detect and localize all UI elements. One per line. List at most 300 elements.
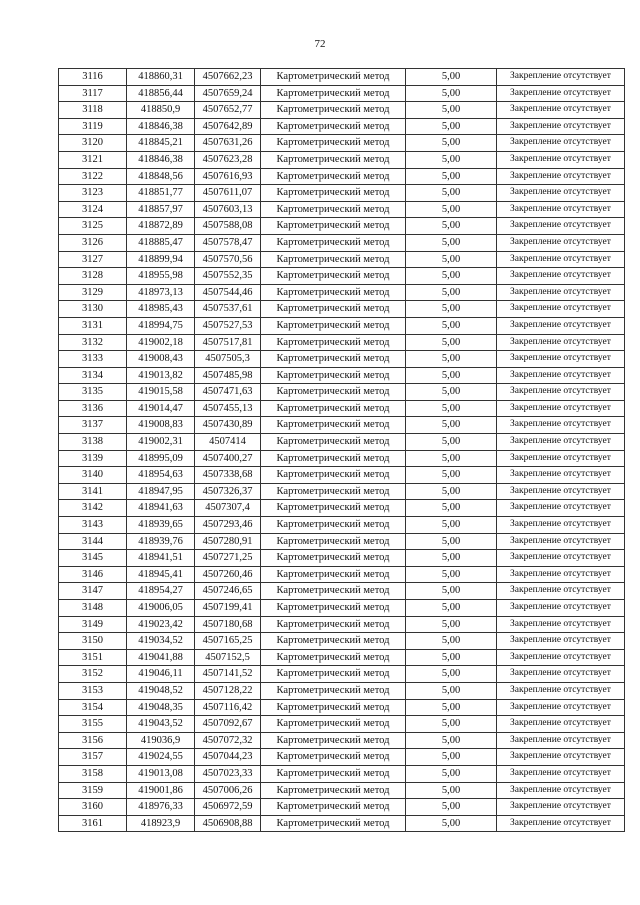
point-number-cell: 3118	[59, 102, 127, 119]
accuracy-cell: 5,00	[406, 716, 497, 733]
accuracy-cell: 5,00	[406, 434, 497, 451]
y-coordinate-cell: 4507603,13	[195, 201, 261, 218]
method-cell: Картометрический метод	[261, 268, 406, 285]
fixation-cell: Закрепление отсутствует	[497, 151, 625, 168]
y-coordinate-cell: 4507544,46	[195, 284, 261, 301]
y-coordinate-cell: 4507623,28	[195, 151, 261, 168]
point-number-cell: 3160	[59, 799, 127, 816]
accuracy-cell: 5,00	[406, 218, 497, 235]
point-number-cell: 3134	[59, 367, 127, 384]
accuracy-cell: 5,00	[406, 417, 497, 434]
accuracy-cell: 5,00	[406, 666, 497, 683]
y-coordinate-cell: 4507537,61	[195, 301, 261, 318]
fixation-cell: Закрепление отсутствует	[497, 185, 625, 202]
method-cell: Картометрический метод	[261, 550, 406, 567]
fixation-cell: Закрепление отсутствует	[497, 85, 625, 102]
method-cell: Картометрический метод	[261, 284, 406, 301]
method-cell: Картометрический метод	[261, 566, 406, 583]
method-cell: Картометрический метод	[261, 85, 406, 102]
x-coordinate-cell: 418872,89	[127, 218, 195, 235]
point-number-cell: 3123	[59, 185, 127, 202]
table-row	[59, 649, 625, 666]
method-cell: Картометрический метод	[261, 583, 406, 600]
table-row	[59, 782, 625, 799]
method-cell: Картометрический метод	[261, 749, 406, 766]
point-number-cell: 3161	[59, 815, 127, 832]
y-coordinate-cell: 4507152,5	[195, 649, 261, 666]
table-row	[59, 168, 625, 185]
method-cell: Картометрический метод	[261, 317, 406, 334]
x-coordinate-cell: 418845,21	[127, 135, 195, 152]
fixation-cell: Закрепление отсутствует	[497, 600, 625, 617]
accuracy-cell: 5,00	[406, 334, 497, 351]
y-coordinate-cell: 4507471,63	[195, 384, 261, 401]
method-cell: Картометрический метод	[261, 251, 406, 268]
method-cell: Картометрический метод	[261, 118, 406, 135]
fixation-cell: Закрепление отсутствует	[497, 367, 625, 384]
method-cell: Картометрический метод	[261, 450, 406, 467]
y-coordinate-cell: 4507307,4	[195, 500, 261, 517]
y-coordinate-cell: 4507180,68	[195, 616, 261, 633]
point-number-cell: 3155	[59, 716, 127, 733]
accuracy-cell: 5,00	[406, 583, 497, 600]
fixation-cell: Закрепление отсутствует	[497, 218, 625, 235]
fixation-cell: Закрепление отсутствует	[497, 284, 625, 301]
x-coordinate-cell: 418851,77	[127, 185, 195, 202]
x-coordinate-cell: 418923,9	[127, 815, 195, 832]
x-coordinate-cell: 419041,88	[127, 649, 195, 666]
table-row	[59, 218, 625, 235]
x-coordinate-cell: 418939,76	[127, 533, 195, 550]
method-cell: Картометрический метод	[261, 367, 406, 384]
accuracy-cell: 5,00	[406, 732, 497, 749]
method-cell: Картометрический метод	[261, 135, 406, 152]
table-row	[59, 732, 625, 749]
point-number-cell: 3131	[59, 317, 127, 334]
fixation-cell: Закрепление отсутствует	[497, 799, 625, 816]
point-number-cell: 3147	[59, 583, 127, 600]
method-cell: Картометрический метод	[261, 218, 406, 235]
table-row	[59, 434, 625, 451]
point-number-cell: 3119	[59, 118, 127, 135]
accuracy-cell: 5,00	[406, 400, 497, 417]
method-cell: Картометрический метод	[261, 732, 406, 749]
accuracy-cell: 5,00	[406, 699, 497, 716]
fixation-cell: Закрепление отсутствует	[497, 102, 625, 119]
point-number-cell: 3148	[59, 600, 127, 617]
accuracy-cell: 5,00	[406, 151, 497, 168]
y-coordinate-cell: 4507116,42	[195, 699, 261, 716]
y-coordinate-cell: 4506908,88	[195, 815, 261, 832]
x-coordinate-cell: 418994,75	[127, 317, 195, 334]
method-cell: Картометрический метод	[261, 666, 406, 683]
y-coordinate-cell: 4507044,23	[195, 749, 261, 766]
x-coordinate-cell: 418899,94	[127, 251, 195, 268]
accuracy-cell: 5,00	[406, 815, 497, 832]
x-coordinate-cell: 418973,13	[127, 284, 195, 301]
method-cell: Картометрический метод	[261, 799, 406, 816]
fixation-cell: Закрепление отсутствует	[497, 566, 625, 583]
accuracy-cell: 5,00	[406, 351, 497, 368]
point-number-cell: 3144	[59, 533, 127, 550]
accuracy-cell: 5,00	[406, 301, 497, 318]
fixation-cell: Закрепление отсутствует	[497, 749, 625, 766]
y-coordinate-cell: 4507293,46	[195, 517, 261, 534]
fixation-cell: Закрепление отсутствует	[497, 400, 625, 417]
method-cell: Картометрический метод	[261, 699, 406, 716]
fixation-cell: Закрепление отсутствует	[497, 450, 625, 467]
y-coordinate-cell: 4507631,26	[195, 135, 261, 152]
point-number-cell: 3140	[59, 467, 127, 484]
x-coordinate-cell: 418846,38	[127, 151, 195, 168]
x-coordinate-cell: 419002,18	[127, 334, 195, 351]
method-cell: Картометрический метод	[261, 400, 406, 417]
y-coordinate-cell: 4507006,26	[195, 782, 261, 799]
table-row	[59, 400, 625, 417]
y-coordinate-cell: 4507414	[195, 434, 261, 451]
x-coordinate-cell: 418939,65	[127, 517, 195, 534]
accuracy-cell: 5,00	[406, 749, 497, 766]
table-row	[59, 334, 625, 351]
table-row	[59, 500, 625, 517]
point-number-cell: 3153	[59, 682, 127, 699]
x-coordinate-cell: 418860,31	[127, 69, 195, 86]
accuracy-cell: 5,00	[406, 384, 497, 401]
fixation-cell: Закрепление отсутствует	[497, 234, 625, 251]
fixation-cell: Закрепление отсутствует	[497, 782, 625, 799]
table-row	[59, 483, 625, 500]
point-number-cell: 3135	[59, 384, 127, 401]
point-number-cell: 3159	[59, 782, 127, 799]
fixation-cell: Закрепление отсутствует	[497, 732, 625, 749]
table-row	[59, 517, 625, 534]
y-coordinate-cell: 4507430,89	[195, 417, 261, 434]
y-coordinate-cell: 4507092,67	[195, 716, 261, 733]
y-coordinate-cell: 4507072,32	[195, 732, 261, 749]
accuracy-cell: 5,00	[406, 450, 497, 467]
method-cell: Картометрический метод	[261, 682, 406, 699]
y-coordinate-cell: 4507199,41	[195, 600, 261, 617]
y-coordinate-cell: 4507588,08	[195, 218, 261, 235]
y-coordinate-cell: 4507246,65	[195, 583, 261, 600]
fixation-cell: Закрепление отсутствует	[497, 666, 625, 683]
y-coordinate-cell: 4507338,68	[195, 467, 261, 484]
accuracy-cell: 5,00	[406, 682, 497, 699]
method-cell: Картометрический метод	[261, 102, 406, 119]
y-coordinate-cell: 4507165,25	[195, 633, 261, 650]
accuracy-cell: 5,00	[406, 185, 497, 202]
accuracy-cell: 5,00	[406, 517, 497, 534]
fixation-cell: Закрепление отсутствует	[497, 633, 625, 650]
accuracy-cell: 5,00	[406, 317, 497, 334]
y-coordinate-cell: 4507616,93	[195, 168, 261, 185]
table-row	[59, 583, 625, 600]
method-cell: Картометрический метод	[261, 168, 406, 185]
fixation-cell: Закрепление отсутствует	[497, 533, 625, 550]
y-coordinate-cell: 4507517,81	[195, 334, 261, 351]
table-row	[59, 600, 625, 617]
fixation-cell: Закрепление отсутствует	[497, 434, 625, 451]
accuracy-cell: 5,00	[406, 799, 497, 816]
table-row	[59, 765, 625, 782]
fixation-cell: Закрепление отсутствует	[497, 517, 625, 534]
x-coordinate-cell: 418985,43	[127, 301, 195, 318]
point-number-cell: 3141	[59, 483, 127, 500]
table-row	[59, 533, 625, 550]
x-coordinate-cell: 418941,63	[127, 500, 195, 517]
y-coordinate-cell: 4507271,25	[195, 550, 261, 567]
point-number-cell: 3143	[59, 517, 127, 534]
method-cell: Картометрический метод	[261, 500, 406, 517]
table-row	[59, 284, 625, 301]
method-cell: Картометрический метод	[261, 616, 406, 633]
accuracy-cell: 5,00	[406, 118, 497, 135]
table-row	[59, 351, 625, 368]
method-cell: Картометрический метод	[261, 334, 406, 351]
x-coordinate-cell: 418856,44	[127, 85, 195, 102]
table-row	[59, 317, 625, 334]
point-number-cell: 3120	[59, 135, 127, 152]
table-row	[59, 301, 625, 318]
fixation-cell: Закрепление отсутствует	[497, 649, 625, 666]
y-coordinate-cell: 4507141,52	[195, 666, 261, 683]
point-number-cell: 3121	[59, 151, 127, 168]
point-number-cell: 3122	[59, 168, 127, 185]
table-row	[59, 799, 625, 816]
table-row	[59, 716, 625, 733]
method-cell: Картометрический метод	[261, 765, 406, 782]
accuracy-cell: 5,00	[406, 765, 497, 782]
accuracy-cell: 5,00	[406, 102, 497, 119]
point-number-cell: 3125	[59, 218, 127, 235]
x-coordinate-cell: 418954,63	[127, 467, 195, 484]
y-coordinate-cell: 4507642,89	[195, 118, 261, 135]
y-coordinate-cell: 4507023,33	[195, 765, 261, 782]
point-number-cell: 3136	[59, 400, 127, 417]
y-coordinate-cell: 4507326,37	[195, 483, 261, 500]
table-row	[59, 417, 625, 434]
fixation-cell: Закрепление отсутствует	[497, 815, 625, 832]
table-row	[59, 566, 625, 583]
accuracy-cell: 5,00	[406, 268, 497, 285]
x-coordinate-cell: 419046,11	[127, 666, 195, 683]
point-number-cell: 3129	[59, 284, 127, 301]
y-coordinate-cell: 4507578,47	[195, 234, 261, 251]
x-coordinate-cell: 419043,52	[127, 716, 195, 733]
method-cell: Картометрический метод	[261, 151, 406, 168]
point-number-cell: 3157	[59, 749, 127, 766]
accuracy-cell: 5,00	[406, 649, 497, 666]
fixation-cell: Закрепление отсутствует	[497, 699, 625, 716]
method-cell: Картометрический метод	[261, 633, 406, 650]
accuracy-cell: 5,00	[406, 533, 497, 550]
table-row	[59, 151, 625, 168]
accuracy-cell: 5,00	[406, 782, 497, 799]
table-row	[59, 234, 625, 251]
table-row	[59, 815, 625, 832]
table-row	[59, 201, 625, 218]
point-number-cell: 3132	[59, 334, 127, 351]
point-number-cell: 3151	[59, 649, 127, 666]
x-coordinate-cell: 418976,33	[127, 799, 195, 816]
point-number-cell: 3133	[59, 351, 127, 368]
y-coordinate-cell: 4507128,22	[195, 682, 261, 699]
fixation-cell: Закрепление отсутствует	[497, 168, 625, 185]
table-row	[59, 268, 625, 285]
point-number-cell: 3150	[59, 633, 127, 650]
table-row	[59, 102, 625, 119]
fixation-cell: Закрепление отсутствует	[497, 467, 625, 484]
fixation-cell: Закрепление отсутствует	[497, 384, 625, 401]
point-number-cell: 3146	[59, 566, 127, 583]
accuracy-cell: 5,00	[406, 500, 497, 517]
accuracy-cell: 5,00	[406, 251, 497, 268]
fixation-cell: Закрепление отсутствует	[497, 550, 625, 567]
fixation-cell: Закрепление отсутствует	[497, 616, 625, 633]
method-cell: Картометрический метод	[261, 467, 406, 484]
point-number-cell: 3145	[59, 550, 127, 567]
x-coordinate-cell: 418941,51	[127, 550, 195, 567]
fixation-cell: Закрепление отсутствует	[497, 483, 625, 500]
x-coordinate-cell: 419023,42	[127, 616, 195, 633]
method-cell: Картометрический метод	[261, 782, 406, 799]
method-cell: Картометрический метод	[261, 600, 406, 617]
point-number-cell: 3154	[59, 699, 127, 716]
accuracy-cell: 5,00	[406, 168, 497, 185]
method-cell: Картометрический метод	[261, 483, 406, 500]
point-number-cell: 3128	[59, 268, 127, 285]
fixation-cell: Закрепление отсутствует	[497, 301, 625, 318]
fixation-cell: Закрепление отсутствует	[497, 69, 625, 86]
point-number-cell: 3124	[59, 201, 127, 218]
method-cell: Картометрический метод	[261, 517, 406, 534]
point-number-cell: 3127	[59, 251, 127, 268]
x-coordinate-cell: 419013,82	[127, 367, 195, 384]
x-coordinate-cell: 419001,86	[127, 782, 195, 799]
accuracy-cell: 5,00	[406, 234, 497, 251]
fixation-cell: Закрепление отсутствует	[497, 417, 625, 434]
method-cell: Картометрический метод	[261, 301, 406, 318]
fixation-cell: Закрепление отсутствует	[497, 118, 625, 135]
x-coordinate-cell: 419013,08	[127, 765, 195, 782]
x-coordinate-cell: 419006,05	[127, 600, 195, 617]
fixation-cell: Закрепление отсутствует	[497, 716, 625, 733]
table-row	[59, 550, 625, 567]
method-cell: Картометрический метод	[261, 716, 406, 733]
accuracy-cell: 5,00	[406, 201, 497, 218]
point-number-cell: 3156	[59, 732, 127, 749]
method-cell: Картометрический метод	[261, 384, 406, 401]
method-cell: Картометрический метод	[261, 201, 406, 218]
x-coordinate-cell: 419048,52	[127, 682, 195, 699]
table-row	[59, 384, 625, 401]
x-coordinate-cell: 419015,58	[127, 384, 195, 401]
method-cell: Картометрический метод	[261, 533, 406, 550]
x-coordinate-cell: 418885,47	[127, 234, 195, 251]
y-coordinate-cell: 4507527,53	[195, 317, 261, 334]
x-coordinate-cell: 418945,41	[127, 566, 195, 583]
method-cell: Картометрический метод	[261, 69, 406, 86]
table-row	[59, 467, 625, 484]
accuracy-cell: 5,00	[406, 483, 497, 500]
fixation-cell: Закрепление отсутствует	[497, 351, 625, 368]
page-number: 72	[314, 38, 326, 50]
method-cell: Картометрический метод	[261, 185, 406, 202]
point-number-cell: 3117	[59, 85, 127, 102]
point-number-cell: 3126	[59, 234, 127, 251]
fixation-cell: Закрепление отсутствует	[497, 583, 625, 600]
y-coordinate-cell: 4506972,59	[195, 799, 261, 816]
table-row	[59, 69, 625, 86]
point-number-cell: 3137	[59, 417, 127, 434]
fixation-cell: Закрепление отсутствует	[497, 201, 625, 218]
fixation-cell: Закрепление отсутствует	[497, 317, 625, 334]
point-number-cell: 3139	[59, 450, 127, 467]
accuracy-cell: 5,00	[406, 69, 497, 86]
table-row	[59, 633, 625, 650]
method-cell: Картометрический метод	[261, 234, 406, 251]
x-coordinate-cell: 418846,38	[127, 118, 195, 135]
point-number-cell: 3130	[59, 301, 127, 318]
table-row	[59, 666, 625, 683]
accuracy-cell: 5,00	[406, 85, 497, 102]
x-coordinate-cell: 419014,47	[127, 400, 195, 417]
x-coordinate-cell: 419034,52	[127, 633, 195, 650]
method-cell: Картометрический метод	[261, 351, 406, 368]
table-row	[59, 616, 625, 633]
x-coordinate-cell: 418947,95	[127, 483, 195, 500]
fixation-cell: Закрепление отсутствует	[497, 135, 625, 152]
x-coordinate-cell: 419002,31	[127, 434, 195, 451]
y-coordinate-cell: 4507260,46	[195, 566, 261, 583]
accuracy-cell: 5,00	[406, 600, 497, 617]
method-cell: Картометрический метод	[261, 417, 406, 434]
x-coordinate-cell: 418850,9	[127, 102, 195, 119]
fixation-cell: Закрепление отсутствует	[497, 334, 625, 351]
accuracy-cell: 5,00	[406, 616, 497, 633]
method-cell: Картометрический метод	[261, 649, 406, 666]
y-coordinate-cell: 4507455,13	[195, 400, 261, 417]
y-coordinate-cell: 4507659,24	[195, 85, 261, 102]
table-row	[59, 682, 625, 699]
x-coordinate-cell: 419036,9	[127, 732, 195, 749]
y-coordinate-cell: 4507652,77	[195, 102, 261, 119]
x-coordinate-cell: 418848,56	[127, 168, 195, 185]
x-coordinate-cell: 419008,43	[127, 351, 195, 368]
table-row	[59, 118, 625, 135]
accuracy-cell: 5,00	[406, 284, 497, 301]
y-coordinate-cell: 4507552,35	[195, 268, 261, 285]
fixation-cell: Закрепление отсутствует	[497, 500, 625, 517]
fixation-cell: Закрепление отсутствует	[497, 251, 625, 268]
y-coordinate-cell: 4507570,56	[195, 251, 261, 268]
y-coordinate-cell: 4507400,27	[195, 450, 261, 467]
x-coordinate-cell: 418995,09	[127, 450, 195, 467]
accuracy-cell: 5,00	[406, 467, 497, 484]
point-number-cell: 3138	[59, 434, 127, 451]
table-row	[59, 85, 625, 102]
x-coordinate-cell: 419024,55	[127, 749, 195, 766]
point-number-cell: 3116	[59, 69, 127, 86]
point-number-cell: 3152	[59, 666, 127, 683]
fixation-cell: Закрепление отсутствует	[497, 765, 625, 782]
fixation-cell: Закрепление отсутствует	[497, 682, 625, 699]
accuracy-cell: 5,00	[406, 566, 497, 583]
point-number-cell: 3142	[59, 500, 127, 517]
y-coordinate-cell: 4507662,23	[195, 69, 261, 86]
coordinates-table	[58, 68, 625, 832]
table-row	[59, 135, 625, 152]
